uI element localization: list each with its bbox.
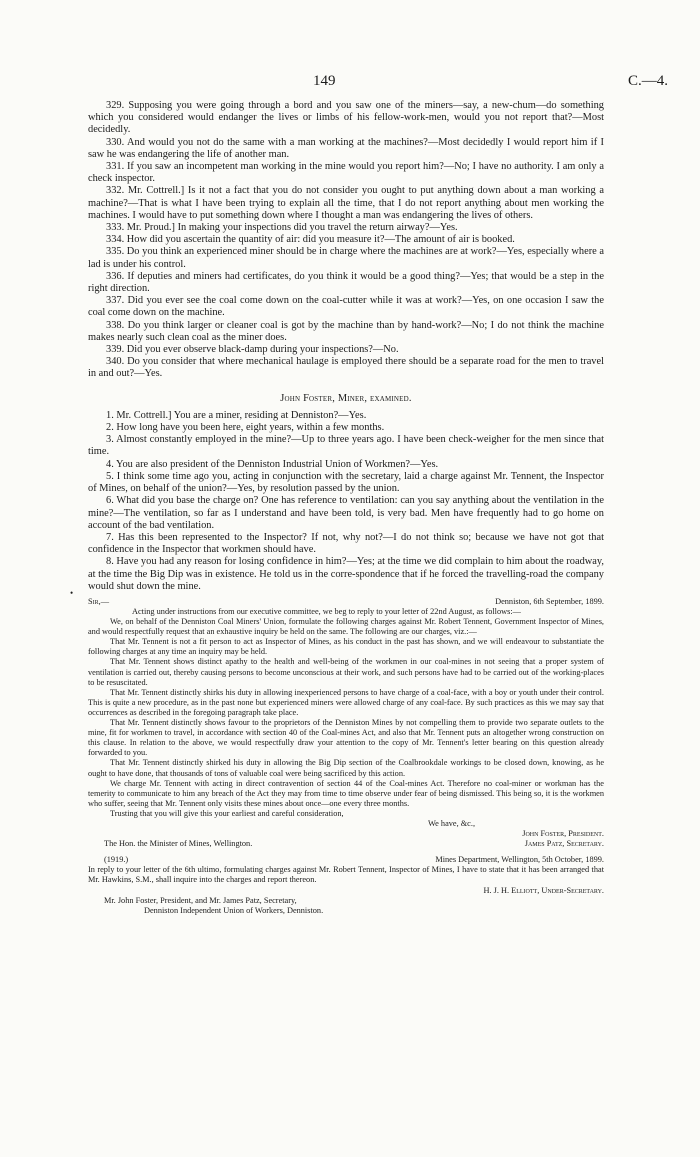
question-335: 335. Do you think an experienced miner should be in charge where the machines are at work?—Yes, especially where a lad is under his control.: [88, 246, 604, 270]
reply-number: (1919.): [104, 855, 129, 865]
question-4: 4. You are also president of the Denniston Industrial Union of Workmen?—Yes.: [106, 458, 439, 470]
questions-part-2: [88, 410, 604, 593]
letter-paragraph: That Mr. Tennent shows distinct apathy to the health and well-being of the workmen in our coal-mines in not seeing that a proper system of ventilation is carried out, thereby causing persons to become unconscious at their work, and such persons have had to be carried out of the working-places to be resuscitated.: [88, 657, 604, 687]
reply-place-date: Mines Department, Wellington, 5th October, 1899.: [435, 855, 604, 865]
question-337: 337. Did you ever see the coal come down on the coal-cutter while it was at work?—Yes, on one occasion I saw the coal come down on the machine.: [88, 295, 604, 319]
question-334: 334. How did you ascertain the quantity of air: did you measure it?—The amount of air is booked.: [106, 234, 515, 246]
question-5: 5. I think some time ago you, acting in conjunction with the secretary, laid a charge against Mr. Tennent, the Inspector of Mines, on behalf of the union?—Yes, by resolution passed by the union.: [88, 470, 604, 495]
questions-part-1: [88, 100, 604, 381]
question-333: 333. Mr. Proud.] In making your inspections did you travel the return airway?—Yes.: [106, 222, 458, 234]
page-number: 149: [313, 73, 336, 89]
reply-body: In reply to your letter of the 6th ultimo, formulating charges against Mr. Robert Tennent, Inspector of Mines, I have to state that it has been arranged that Mr. Hawkins, S.M., shall inquire into the charges and report thereon.: [88, 865, 604, 885]
question-331: 331. If you saw an incompetent man working in the mine would you report him?—No; I have no authority. I am only a check inspector.: [88, 161, 604, 185]
question-3: 3. Almost constantly employed in the mine?—Up to three years ago. I have been check-weigher for the men since that time.: [88, 434, 604, 458]
letter-paragraph: That Mr. Tennent distinctly shirked his duty in allowing the Big Dip section of the Coalbrookdale workings to be closed down, knowing, as he ought to have done, that thousands of tons of valuable coal were being sacrificed by this action.: [88, 758, 604, 778]
union-letter: [88, 597, 604, 916]
document-reference: C.—4.: [628, 73, 669, 89]
letter-paragraph: Acting under instructions from our executive committee, we beg to reply to your letter of 22nd August, as follows:—: [132, 607, 521, 617]
question-339: 339. Did you ever observe black-damp during your inspections?—No.: [106, 344, 399, 356]
question-340: 340. Do you consider that where mechanical haulage is employed there should be a separate road for the men to travel in and out?—Yes.: [88, 356, 604, 380]
letter-signatory-secretary: James Patz, Secretary.: [524, 839, 604, 849]
question-7: 7. Has this been represented to the Inspector? If not, why not?—I do not think so; because we have not got that confidence in the Inspector that workmen should have.: [88, 531, 604, 556]
question-6: 6. What did you base the charge on? One has reference to ventilation: can you say anything about the ventilation in the mine?—The ventilation, so far as I understand and have been told, is very bad. Men have frequently had to go home on account of the bad ventilation.: [88, 495, 604, 531]
letter-paragraph: That Mr. Tennent is not a fit person to act as Inspector of Mines, as his conduct in the past has shown, and we will endeavour to substantiate the following charges at any time an inquiry may be held.: [88, 637, 604, 657]
letter-paragraph: Trusting that you will give this your earliest and careful consideration,: [110, 808, 344, 818]
margin-mark: •: [70, 588, 74, 598]
letter-header-row: [88, 597, 604, 607]
reply-header-row: [88, 855, 604, 865]
letter-addressee: The Hon. the Minister of Mines, Wellington.: [104, 839, 253, 849]
reply-recipient-union: Denniston Independent Union of Workers, Denniston.: [144, 905, 324, 915]
question-2: 2. How long have you been here, eight years, within a few months.: [106, 422, 385, 434]
question-336: 336. If deputies and miners had certificates, do you think it would be a good thing?—Yes; that would be a step in the right direction.: [88, 270, 604, 295]
question-8: 8. Have you had any reason for losing confidence in him?—Yes; at the time we did complain to him about the roadway, at the time the Big Dip was in existence. He told us in the corre-spondence that if he forced the travelling-road the company would shut down the mine.: [88, 556, 604, 592]
letter-place-date: Denniston, 6th September, 1899.: [495, 596, 604, 606]
letter-addressee-row: [88, 839, 604, 849]
witness-heading: John Foster, Miner, examined.: [280, 392, 412, 404]
question-1: 1. Mr. Cottrell.] You are a miner, residing at Denniston?—Yes.: [106, 409, 367, 421]
reply-recipient-names: Mr. John Foster, President, and Mr. James Patz, Secretary,: [104, 895, 297, 905]
letter-paragraph: We charge Mr. Tennent with acting in direct contravention of section 44 of the Coal-mines Act. Therefore no coal-miner or workman has the temerity to communicate to him any breach of the Act they may from time to time observe under fear of being dismissed. This being so, it is the workmen who suffer, seeing that Mr. Tennent only visits these mines about once—one every three months.: [88, 778, 604, 808]
reply-signature: H. J. H. Elliott, Under-Secretary.: [483, 885, 604, 895]
letter-salutation: Sir,—: [88, 596, 109, 606]
page-header: [0, 73, 700, 91]
letter-paragraph: We, on behalf of the Denniston Coal Miners' Union, formulate the following charges against Mr. Robert Tennent, Government Inspector of Mines, and would respectfully request that an exhaustive inquiry be held on the same. The following are our charges, viz.:—: [88, 617, 604, 637]
question-332: 332. Mr. Cottrell.] Is it not a fact that you do not consider you ought to put anything down about a man working a machine?—That is what I have been trying to explain all the time, that I do not report anything about men working the machines. I would have to put something down where I thought a man was endangering the lives of others.: [88, 185, 604, 221]
question-329: 329. Supposing you were going through a bord and you saw one of the miners—say, a new-chum—do something which you considered would endanger the lives or limbs of his fellow-work-men, would you not report that?—Most decidedly.: [88, 100, 604, 136]
page-body: [88, 100, 604, 916]
question-338: 338. Do you think larger or cleaner coal is got by the machine than by hand-work?—No; I do not think the machine makes nearly such clean coal as the miner does.: [88, 319, 604, 343]
letter-closing: We have, &c.,: [428, 818, 476, 828]
letter-signatory-president: John Foster, President.: [522, 829, 604, 839]
question-330: 330. And would you not do the same with a man working at the machines?—Most decidedly I would report him if I saw he was endangering the life of another man.: [88, 136, 604, 160]
letter-paragraph: That Mr. Tennent distinctly shows favour to the proprietors of the Denniston Mines by not compelling them to provide two separate outlets to the mine, fit for workmen to travel, in accordance with section 40 of the Coal-mines Act, and also that Mr. Tennent puts an altogether wrong construction on this clause. In relation to the above, we would respectfully draw your attention to the copy of Mr. Tennent's letter bearing on this question already forwarded to you.: [88, 718, 604, 758]
letter-paragraph: That Mr. Tennent distinctly shirks his duty in allowing inexperienced persons to have charge of a coal-face, with a boy or youth under their control. This is quite a new procedure, as in the past none but experienced miners were allowed charge of any coal-face. By such practices as this we may say that occurrences as described in the foregoing paragraph take place.: [88, 687, 604, 717]
